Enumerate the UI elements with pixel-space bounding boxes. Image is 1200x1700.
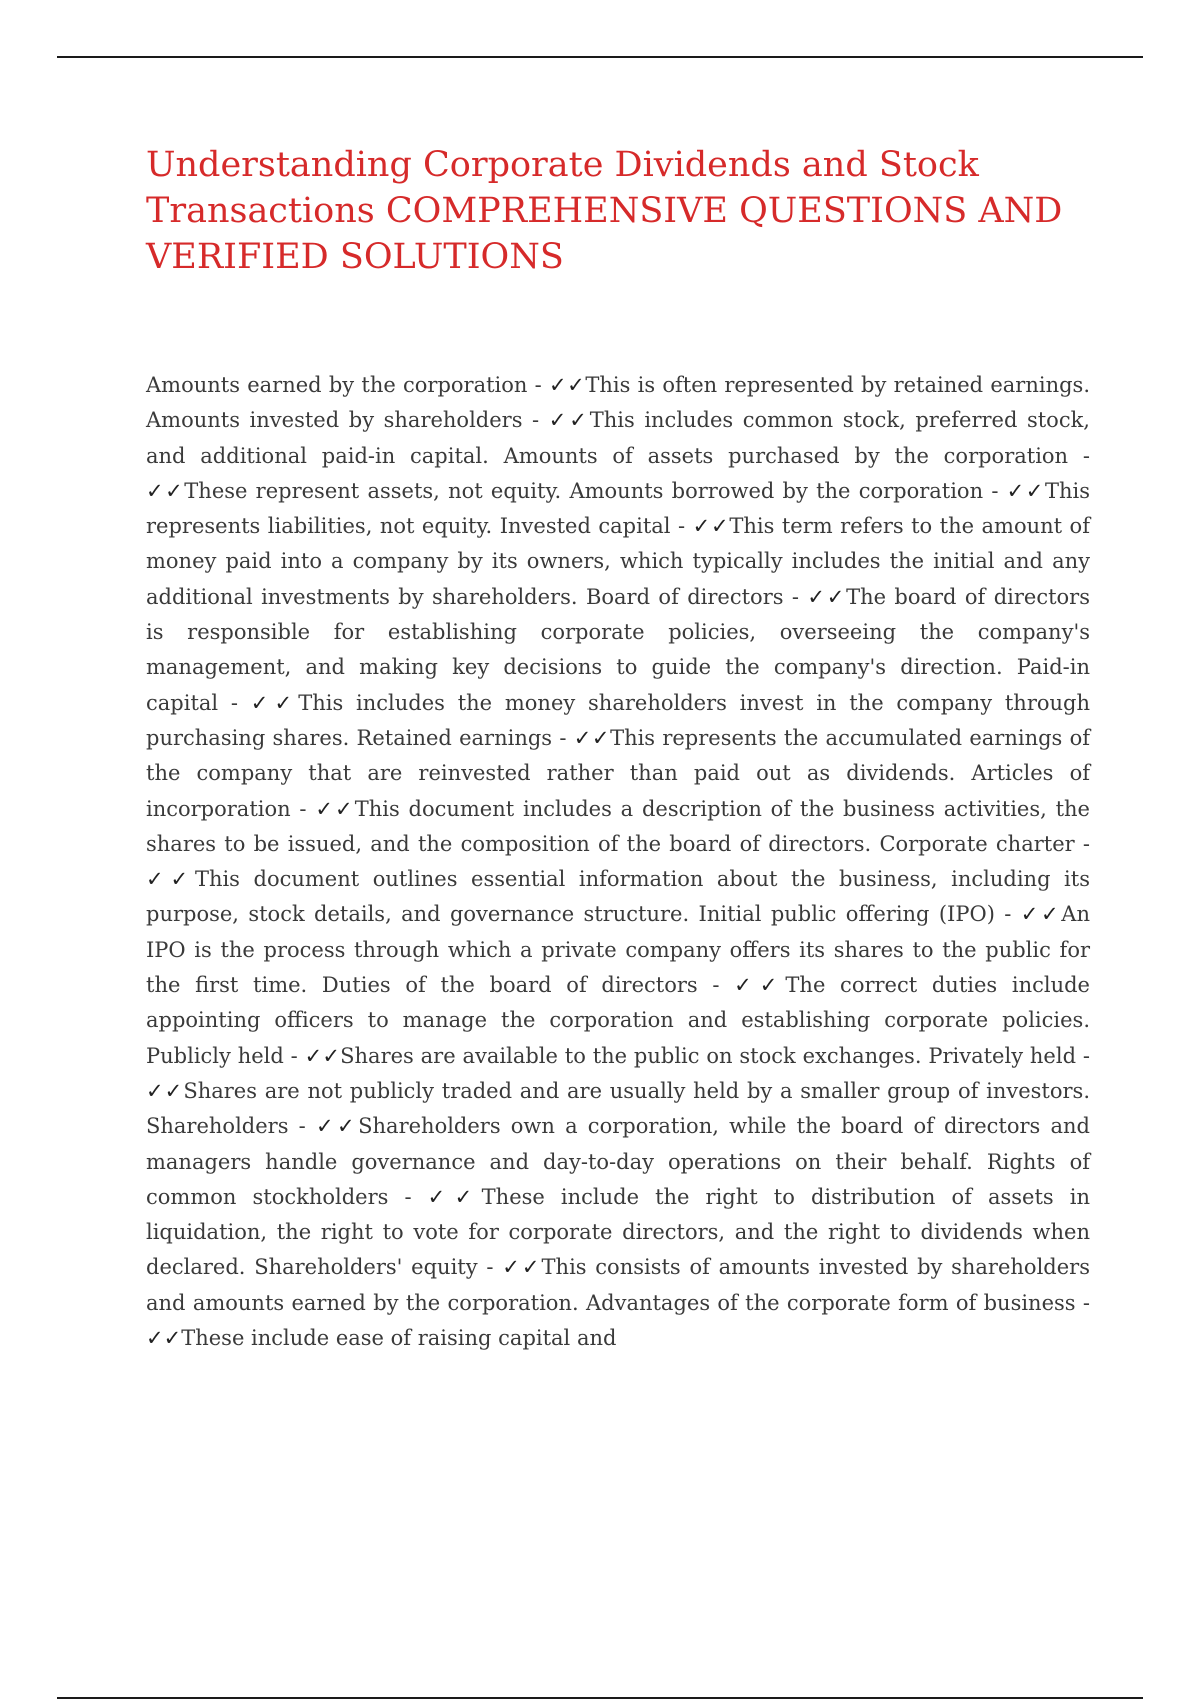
qa-separator: -: [288, 1114, 316, 1139]
document-body: [146, 368, 1090, 1356]
qa-answer: This term refers to the amount of money paid into a company by its owners, which typically includes the initial and any additional investments by shareholders.: [146, 514, 1090, 609]
qa-separator: -: [552, 725, 574, 750]
qa-term: Duties of the board of directors: [321, 973, 698, 998]
document-title: Understanding Corporate Dividends and Stock Transactions COMPREHENSIVE QUESTIONS AND VERIFIED SOLUTIONS: [146, 145, 1063, 277]
double-check-icon: ✓✓: [1020, 902, 1062, 927]
qa-answer: These represent assets, not equity.: [184, 478, 562, 503]
qa-term: Retained earnings: [356, 725, 553, 750]
double-check-icon: ✓✓: [146, 867, 195, 892]
qa-term: Shareholders' equity: [254, 1255, 478, 1280]
qa-term: Amounts borrowed by the corporation: [569, 478, 984, 503]
double-check-icon: ✓✓: [1006, 478, 1045, 503]
qa-answer: The correct duties include appointing officers to manage the corporation and establishing corporate policies.: [146, 973, 1090, 1033]
qa-answer: These include ease of raising capital and: [181, 1326, 617, 1351]
qa-term: Amounts earned by the corporation: [146, 373, 528, 397]
qa-answer: An IPO is the process through which a private company offers its shares to the public for the first time.: [146, 902, 1090, 998]
double-check-icon: ✓✓: [250, 690, 299, 715]
qa-answer: This represents liabilities, not equity.: [146, 478, 1090, 539]
qa-entry: [146, 1114, 1090, 1173]
qa-term: Advantages of the corporate form of business: [585, 1290, 1076, 1315]
qa-separator: -: [218, 690, 251, 715]
qa-answer: This document includes a description of the business activities, the shares to be issued, and the composition of the board of directors.: [146, 796, 1090, 856]
qa-separator: -: [527, 373, 550, 397]
qa-answer: Shares are available to the public on stock exchanges.: [340, 1043, 922, 1068]
qa-answer: Shares are not publicly traded and are usually held by a smaller group of investors.: [183, 1078, 1090, 1103]
qa-entry: [146, 1044, 922, 1068]
qa-answer: These include the right to distribution of assets in liquidation, the right to vote for corporate directors, and the right to dividends when declared.: [146, 1184, 1090, 1280]
qa-term: Amounts invested by shareholders: [146, 408, 523, 433]
qa-entry: [146, 373, 1090, 397]
double-check-icon: ✓✓: [304, 1043, 341, 1068]
double-check-icon: ✓✓: [315, 1114, 359, 1139]
double-check-icon: ✓✓: [146, 1078, 184, 1103]
double-check-icon: ✓✓: [146, 478, 185, 503]
qa-term: Paid-in capital: [146, 655, 1090, 715]
qa-separator: -: [388, 1184, 428, 1209]
double-check-icon: ✓✓: [692, 514, 730, 539]
double-check-icon: ✓✓: [502, 1255, 542, 1280]
double-check-icon: ✓✓: [807, 584, 847, 609]
qa-term: Privately held: [928, 1043, 1077, 1068]
qa-answer: This consists of amounts invested by shareholders and amounts earned by the corporation.: [146, 1255, 1090, 1315]
qa-separator: -: [994, 902, 1021, 927]
qa-separator: -: [1076, 1043, 1090, 1068]
double-check-icon: ✓✓: [573, 725, 611, 750]
qa-term: Rights of common stockholders: [146, 1149, 1090, 1209]
qa-separator: -: [1074, 831, 1091, 856]
qa-separator: -: [522, 408, 549, 433]
qa-answer: This includes common stock, preferred stock, and additional paid-in capital.: [146, 408, 1090, 468]
qa-answer: Shareholders own a corporation, while the board of directors and managers handle governance and day-to-day operations on their behalf.: [146, 1114, 1090, 1174]
qa-separator: -: [1068, 443, 1090, 468]
qa-answer: This represents the accumulated earnings of the company that are reinvested rather than paid out as dividends.: [146, 725, 1090, 786]
qa-answer: This includes the money shareholders invest in the company through purchasing shares.: [146, 690, 1090, 750]
double-check-icon: ✓✓: [315, 796, 355, 821]
qa-term: Invested capital: [499, 514, 671, 539]
double-check-icon: ✓✓: [548, 408, 590, 433]
top-rule: [57, 56, 1143, 58]
qa-term: Corporate charter: [879, 831, 1075, 856]
qa-separator: -: [983, 478, 1007, 503]
double-check-icon: ✓✓: [549, 373, 586, 397]
qa-term: Articles of incorporation: [146, 761, 1090, 821]
qa-answer: The board of directors is responsible for establishing corporate policies, overseeing the company's management, and making key decisions to guide the company's direction.: [146, 584, 1090, 680]
qa-term: Initial public offering (IPO): [698, 902, 995, 927]
qa-separator: -: [477, 1255, 503, 1280]
double-check-icon: ✓✓: [734, 973, 786, 998]
qa-separator: -: [283, 1043, 305, 1068]
qa-separator: -: [290, 796, 316, 821]
qa-term: Board of directors: [585, 584, 784, 609]
double-check-icon: ✓✓: [146, 1326, 182, 1351]
qa-separator: -: [670, 514, 693, 539]
qa-separator: -: [1075, 1290, 1091, 1315]
qa-separator: -: [783, 584, 808, 609]
qa-term: Amounts of assets purchased by the corporation: [503, 443, 1069, 468]
qa-term: Publicly held: [146, 1043, 284, 1068]
qa-answer: This document outlines essential information about the business, including its purpose, stock details, and governance structure.: [146, 867, 1090, 927]
qa-separator: -: [697, 973, 735, 998]
bottom-rule: [57, 1697, 1143, 1699]
qa-term: Shareholders: [146, 1114, 289, 1139]
double-check-icon: ✓✓: [427, 1184, 482, 1209]
qa-answer: This is often represented by retained earnings.: [585, 373, 1090, 397]
